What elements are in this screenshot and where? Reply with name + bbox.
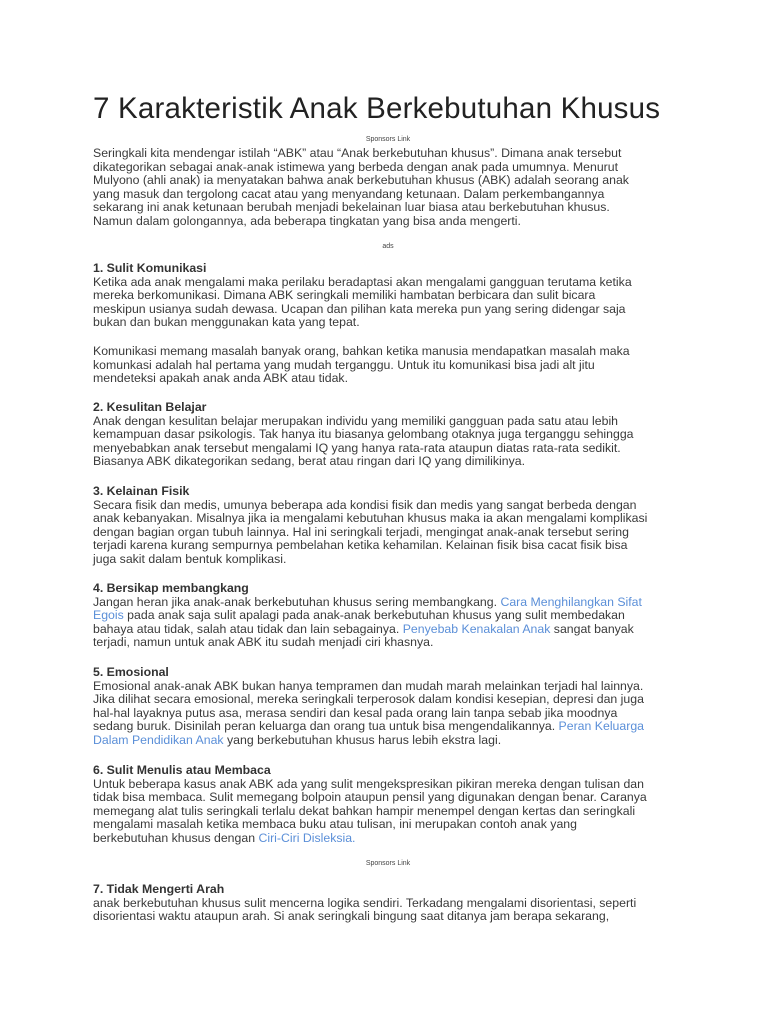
text-line: Komunikasi memang masalah banyak orang, bahkan ketika manusia mendapatkan masalah maka (93, 344, 630, 358)
text-line: Seringkali kita mendengar istilah “ABK” atau “Anak berkebutuhan khusus”. Dimana anak tersebut (93, 146, 622, 160)
sponsors-link-label[interactable]: Sponsors Link (365, 136, 411, 143)
text-line: Untuk beberapa kasus anak ABK ada yang sulit mengekspresikan pikiran mereka dengan tulisan dan (93, 776, 644, 791)
text-segment: yang berkebutuhan khusus harus lebih ekstra lagi. (223, 732, 502, 747)
text-line: dikategorikan sebagai anak-anak istimewa yang berbeda dengan anak pada umumnya. Menurut (93, 159, 619, 174)
section-5 (93, 666, 683, 748)
text-line (93, 623, 683, 637)
text-line: yang masuk dan tergolong cacat atau yang menyandang ketunaan. Dalam perkembangannya (93, 186, 605, 201)
text-segment: Jangan heran jika anak-anak berkebutuhan khusus sering membangkang. (93, 594, 501, 609)
text-line: memegang alat tulis seringkali terlalu dekat bahkan hampir menempel dengan kertas dan seringkali (93, 803, 636, 818)
section-heading: 1. Sulit Komunikasi (93, 261, 207, 275)
section-heading: 3. Kelainan Fisik (93, 484, 190, 498)
text-line: komunkasi adalah hal pertama yang mudah terganggu. Untuk itu komunikasi bisa jadi alt jitu (93, 357, 595, 372)
text-line: Emosional anak-anak ABK bukan hanya tempramen dan mudah marah melainkan terjadi hal lainnya. (93, 678, 644, 693)
section-1 (93, 262, 683, 330)
link-peran-keluarga-cont[interactable]: Dalam Pendidikan Anak (93, 732, 224, 747)
text-line: Ketika ada anak mengalami maka perilaku beradaptasi akan mengalami gangguan terutama ketika (93, 274, 632, 289)
text-line: mengalami masalah ketika membaca buku atau tulisan, ini merupakan contoh anak yang (93, 817, 577, 832)
text-line: terjadi, namun untuk anak ABK itu sudah menjadi ciri khasnya. (93, 635, 434, 650)
link-peran-keluarga[interactable]: Peran Keluarga (558, 719, 645, 734)
link-cara-menghilangkan-sifat-egois[interactable]: Cara Menghilangkan Sifat (500, 594, 642, 609)
text-segment: sedang buruk. Disinilah peran keluarga dan orang tua untuk bisa mengendalikannya. (93, 719, 559, 734)
text-line: terjadi karena kurang sempurnya pembelahan ketika kehamilan. Kelainan fisik bisa cacat fisik bisa (93, 538, 628, 553)
text-line: Namun dalam golongannya, ada beberapa tingkatan yang bisa anda mengerti. (93, 213, 521, 228)
text-line: tidak bisa membaca. Sulit memegang bolpoin ataupun pensil yang digunakan dengan benar. Caranya (93, 790, 647, 805)
section-1-paragraph-2 (93, 345, 683, 386)
section-heading: 5. Emosional (93, 665, 169, 679)
text-line: hal-hal layaknya putus asa, merasa sendiri dan kesal pada orang lain tanpa sebab jika moodnya (93, 705, 618, 720)
section-heading: 7. Tidak Mengerti Arah (93, 882, 225, 896)
text-line: dengan bagian organ tubuh lainnya. Hal ini seringkali terjadi, mengingat anak-anak tersebut sering (93, 524, 629, 539)
text-line (93, 596, 683, 610)
text-line (93, 832, 683, 846)
text-line (93, 720, 683, 734)
section-heading: 6. Sulit Menulis atau Membaca (93, 763, 271, 777)
text-line: mereka berkomunikasi. Dimana ABK seringkali memiliki hambatan berbicara dan sulit bicara (93, 288, 596, 303)
text-line: anak kebanyakan. Misalnya jika ia mengalami kebutuhan khusus maka ia akan mengalami komplikasi (93, 511, 648, 526)
ads-label: ads (382, 243, 394, 250)
text-segment: pada anak saja sulit apalagi pada anak-anak berkebutuhan khusus yang sulit membedakan (123, 608, 625, 623)
section-2 (93, 401, 683, 469)
section-7 (93, 883, 683, 924)
text-line: Biasanya ABK dikategorikan sedang, berat atau ringan dari IQ yang dimilikinya. (93, 454, 526, 469)
text-segment: bahaya atau tidak, salah atau tidak dan lain sebagainya. (93, 621, 403, 636)
section-6 (93, 764, 683, 846)
text-line: Anak dengan kesulitan belajar merupakan individu yang memiliki gangguan pada satu atau lebih (93, 413, 619, 428)
section-heading: 4. Bersikap membangkang (93, 581, 249, 595)
text-line: kemampuan dasar psikologis. Tak hanya itu biasanya gelombang otaknya juga terganggu sehingga (93, 427, 634, 442)
text-line: mendeteksi apakah anak anda ABK atau tidak. (93, 371, 348, 386)
link-penyebab-kenakalan-anak[interactable]: Penyebab Kenakalan Anak (402, 621, 551, 636)
text-line: bukan dan bukan menggunakan kata yang tepat. (93, 315, 360, 330)
section-3 (93, 485, 683, 567)
text-line: meskipun usianya sudah dewasa. Ucapan dan pilihan kata mereka pun yang sering didengar saja (93, 301, 626, 316)
text-line: Secara fisik dan medis, umunya beberapa ada kondisi fisik dan medis yang sangat berbeda dengan (93, 497, 637, 512)
text-segment: sangat banyak (550, 621, 634, 636)
text-line: Mulyono (ahli anak) ia menyatakan bahwa anak berkebutuhan khusus (ABK) adalah seorang anak (93, 173, 629, 188)
text-line: juga sakit dalam bentuk komplikasi. (93, 551, 287, 566)
text-line: Jika dilihat secara emosional, mereka seringkali terperosok dalam kondisi kesepian, depresi dan juga (93, 692, 644, 707)
text-line: sekarang ini anak ketunaan berubah menjadi bekelainan luar biasa atau berkebutuhan khusus. (93, 200, 610, 215)
text-line: menyebabkan anak tersebut mengalami IQ yang hanya rata-rata ataupun diatas rata-rata sedikit. (93, 440, 621, 455)
text-line: anak berkebutuhan khusus sulit mencerna logika sendiri. Terkadang mengalami disorientasi, seperti (93, 895, 637, 910)
text-line: disorientasi waktu ataupun arah. Si anak seringkali bingung saat ditanya jam berapa sekarang, (93, 909, 610, 924)
section-heading: 2. Kesulitan Belajar (93, 400, 207, 414)
intro-paragraph (93, 147, 683, 229)
sponsors-link-label[interactable]: Sponsors Link (365, 860, 411, 867)
text-line (93, 734, 683, 748)
section-4 (93, 582, 683, 650)
text-line (93, 609, 683, 623)
page-title: 7 Karakteristik Anak Berkebutuhan Khusus (93, 92, 661, 125)
link-ciri-ciri-disleksia[interactable]: Ciri-Ciri Disleksia. (258, 830, 356, 845)
link-cara-menghilangkan-sifat-egois-cont[interactable]: Egois (93, 608, 124, 623)
text-segment: berkebutuhan khusus dengan (93, 830, 259, 845)
